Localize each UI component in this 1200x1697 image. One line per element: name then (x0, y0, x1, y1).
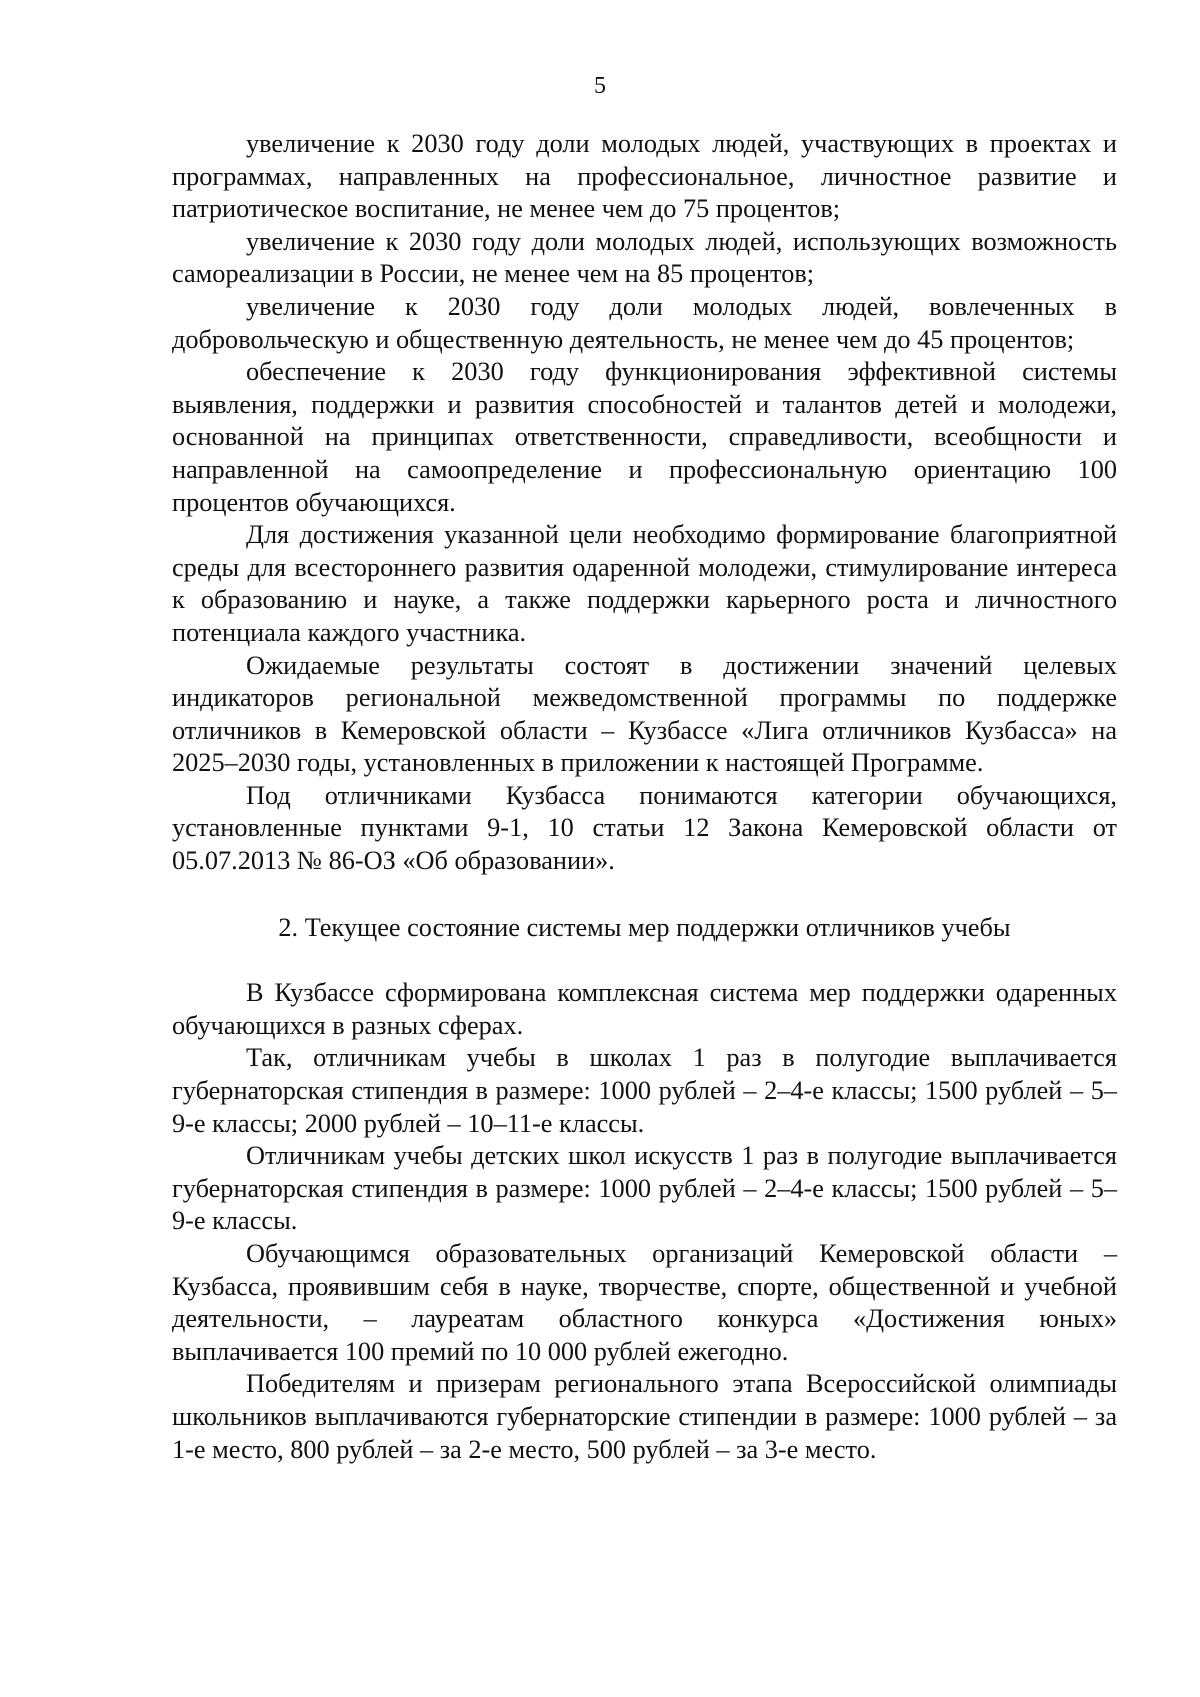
paragraph-volunteering: увеличение к 2030 году доли молодых людей, вовлеченных в добровольческую и общественную деятельность, не менее чем до 45 процентов; (172, 291, 1117, 354)
paragraph-expected-results: Ожидаемые результаты состоят в достижении значений целевых индикаторов региональной межведомственной программы по поддержке отличников в Кемеровской области – Кузбассе «Лига отличников Кузбасса» на 2025–2030 годы, установленных в приложении к настоящей Программе. (172, 650, 1117, 778)
paragraph-art-school-stipend: Отличникам учебы детских школ искусств 1 раз в полугодие выплачивается губернаторская стипендия в размере: 1000 рублей – 2–4-е классы; 1500 рублей – 5–9-е классы. (172, 1141, 1117, 1236)
paragraph-talent-system: обеспечение к 2030 году функционирования эффективной системы выявления, поддержки и развития способностей и талантов детей и молодежи, основанной на принципах ответственности, справедливости, всеобщности и направленной на самоопределение и профессиональную ориентацию 100 процентов обучающихся. (172, 357, 1117, 517)
paragraph-olympiad-stipends: Победителям и призерам регионального этапа Всероссийской олимпиады школьников выплачиваются губернаторские стипендии в размере: 1000 рублей – за 1-е место, 800 рублей – за 2-е место, 500 рублей – за 3-е место. (172, 1369, 1117, 1464)
paragraph-school-stipend: Так, отличникам учебы в школах 1 раз в полугодие выплачивается губернаторская стипендия в размере: 1000 рублей – 2–4-е классы; 1500 рублей – 5–9-е классы; 2000 рублей – 10–11-е классы. (172, 1043, 1117, 1138)
paragraph-youth-projects: увеличение к 2030 году доли молодых людей, участвующих в проектах и программах, направленных на профессиональное, личностное развитие и патриотическое воспитание, не менее чем до 75 процентов; (172, 129, 1117, 224)
paragraph-support-system: В Кузбассе сформирована комплексная система мер поддержки одаренных обучающихся в разных сферах. (172, 978, 1117, 1040)
paragraph-self-realization: увеличение к 2030 году доли молодых людей, использующих возможность самореализации в России, не менее чем на 85 процентов; (172, 226, 1117, 289)
section-heading: 2. Текущее состояние системы мер поддержки отличников учебы (278, 912, 1011, 942)
paragraph-definition: Под отличниками Кузбасса понимаются категории обучающихся, установленные пунктами 9-1, 10 статьи 12 Закона Кемеровской области от 05.07.2013 № 86-ОЗ «Об образовании». (172, 780, 1117, 876)
page-number: 5 (594, 73, 606, 99)
paragraph-goal-means: Для достижения указанной цели необходимо формирование благоприятной среды для всестороннего развития одаренной молодежи, стимулирование интереса к образованию и науке, а также поддержки карьерного роста и личностного потенциала каждого участника. (172, 520, 1117, 647)
document-body (172, 128, 1117, 1466)
paragraph-contest-awards: Обучающимся образовательных организаций Кемеровской области – Кузбасса, проявившим себя в науке, творчестве, спорте, общественной и учебной деятельности, – лауреатам областного конкурса «Достижения юных» выплачивается 100 премий по 10 000 рублей ежегодно. (172, 1239, 1117, 1366)
